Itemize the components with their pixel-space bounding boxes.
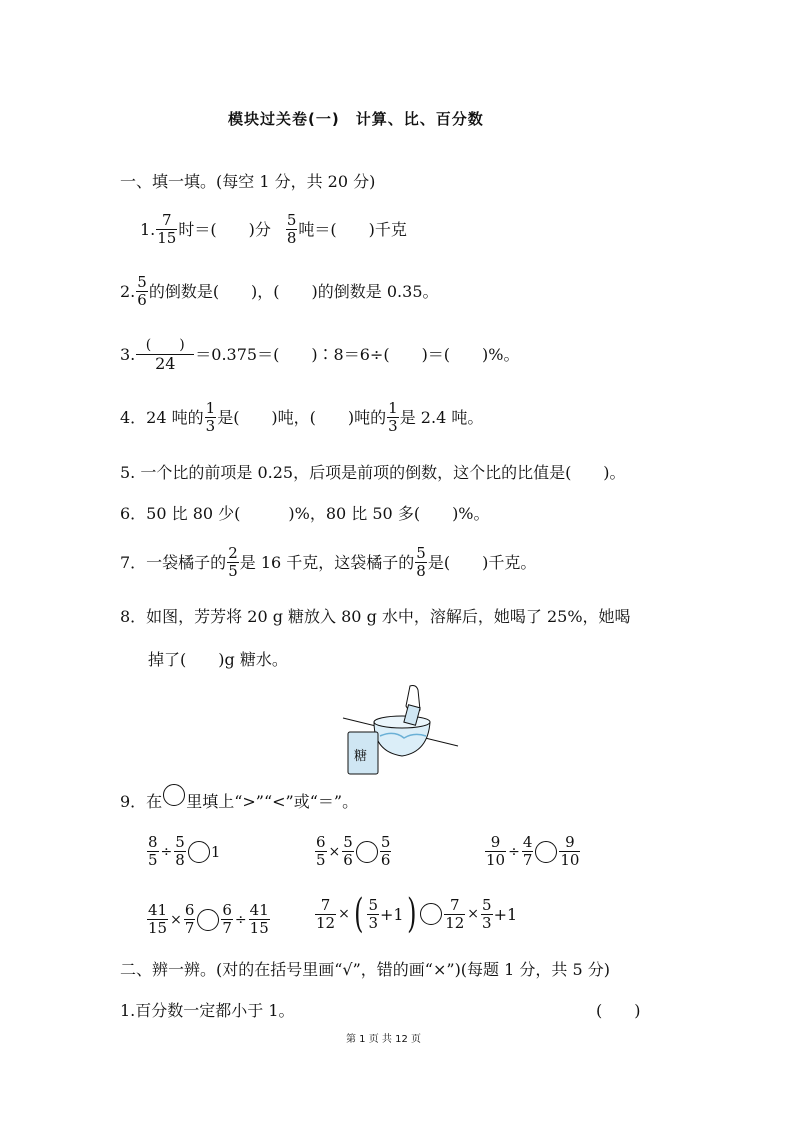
answer-circle[interactable] bbox=[197, 909, 219, 931]
compare-4: $\frac{41}{15}$ × $\frac{6}{7}$ $\frac{6}{7}$ ÷ $\frac{41}{15}$ bbox=[148, 901, 269, 937]
question-9: 9．在 里填上“>”“<”或“＝”。 bbox=[120, 792, 358, 812]
compare-3: $\frac{9}{10}$ ÷ $\frac{4}{7}$ $\frac{9}{10}$ bbox=[486, 833, 580, 869]
question-4: 4．24 吨的 $\frac{1}{3}$ 是( )吨，( )吨的 $\frac{1}{3}$ 是 2.4 吨。 bbox=[120, 399, 484, 435]
answer-circle[interactable] bbox=[420, 903, 442, 925]
sugar-water-illustration bbox=[340, 680, 460, 780]
question-8-line2: 掉了( )g 糖水。 bbox=[148, 650, 288, 669]
page-title: 模块过关卷(一) 计算、比、百分数 bbox=[228, 110, 484, 128]
compare-1: $\frac{8}{5}$ ÷ $\frac{5}{8}$ 1 bbox=[148, 833, 221, 869]
question-6: 6．50 比 80 少( )%，80 比 50 多( )%。 bbox=[120, 504, 490, 523]
blank-circle-example bbox=[163, 784, 185, 806]
question-3: 3. $\frac{( )}{24}$ ＝0.375＝( )∶8＝6÷( )＝( )%。 bbox=[120, 337, 520, 373]
answer-circle[interactable] bbox=[188, 841, 210, 863]
section1-heading: 一、填一填。(每空 1 分，共 20 分) bbox=[120, 172, 376, 191]
page-footer: 第 1 页 共 12 页 bbox=[346, 1034, 421, 1045]
answer-paren[interactable]: ( ) bbox=[596, 1001, 641, 1020]
right-paren: ) bbox=[406, 891, 417, 937]
illustration-svg bbox=[340, 680, 460, 780]
question-7: 7．一袋橘子的 $\frac{2}{5}$ 是 16 千克，这袋橘子的 $\frac{5}{8}$ 是( )千克。 bbox=[120, 544, 537, 580]
compare-2: $\frac{6}{5}$ × $\frac{5}{6}$ $\frac{5}{6}$ bbox=[316, 833, 391, 869]
bag-label: 糖 bbox=[354, 749, 368, 764]
section2-question-1: 1.百分数一定都小于 1。 bbox=[120, 1001, 295, 1020]
compare-5: $\frac{7}{12}$ × ( $\frac{5}{3}$ +1 ) $\frac{7}{12}$ × $\frac{5}{3}$ +1 bbox=[316, 891, 518, 937]
answer-circle[interactable] bbox=[535, 841, 557, 863]
question-5: 5. 一个比的前项是 0.25，后项是前项的倒数，这个比的比值是( )。 bbox=[120, 463, 626, 482]
section2-heading: 二、辨一辨。(对的在括号里画“√”，错的画“×”)(每题 1 分，共 5 分) bbox=[120, 960, 610, 979]
question-8-line1: 8．如图，芳芳将 20 g 糖放入 80 g 水中，溶解后，她喝了 25%，她喝 bbox=[120, 607, 631, 626]
answer-circle[interactable] bbox=[356, 841, 378, 863]
question-1: 1. $\frac{7}{15}$ 时＝( )分 $\frac{5}{8}$ 吨＝( )千克 bbox=[140, 211, 407, 247]
left-paren: ( bbox=[353, 891, 364, 937]
question-2: 2. $\frac{5}{6}$ 的倒数是( )，( )的倒数是 0.35。 bbox=[120, 273, 439, 309]
